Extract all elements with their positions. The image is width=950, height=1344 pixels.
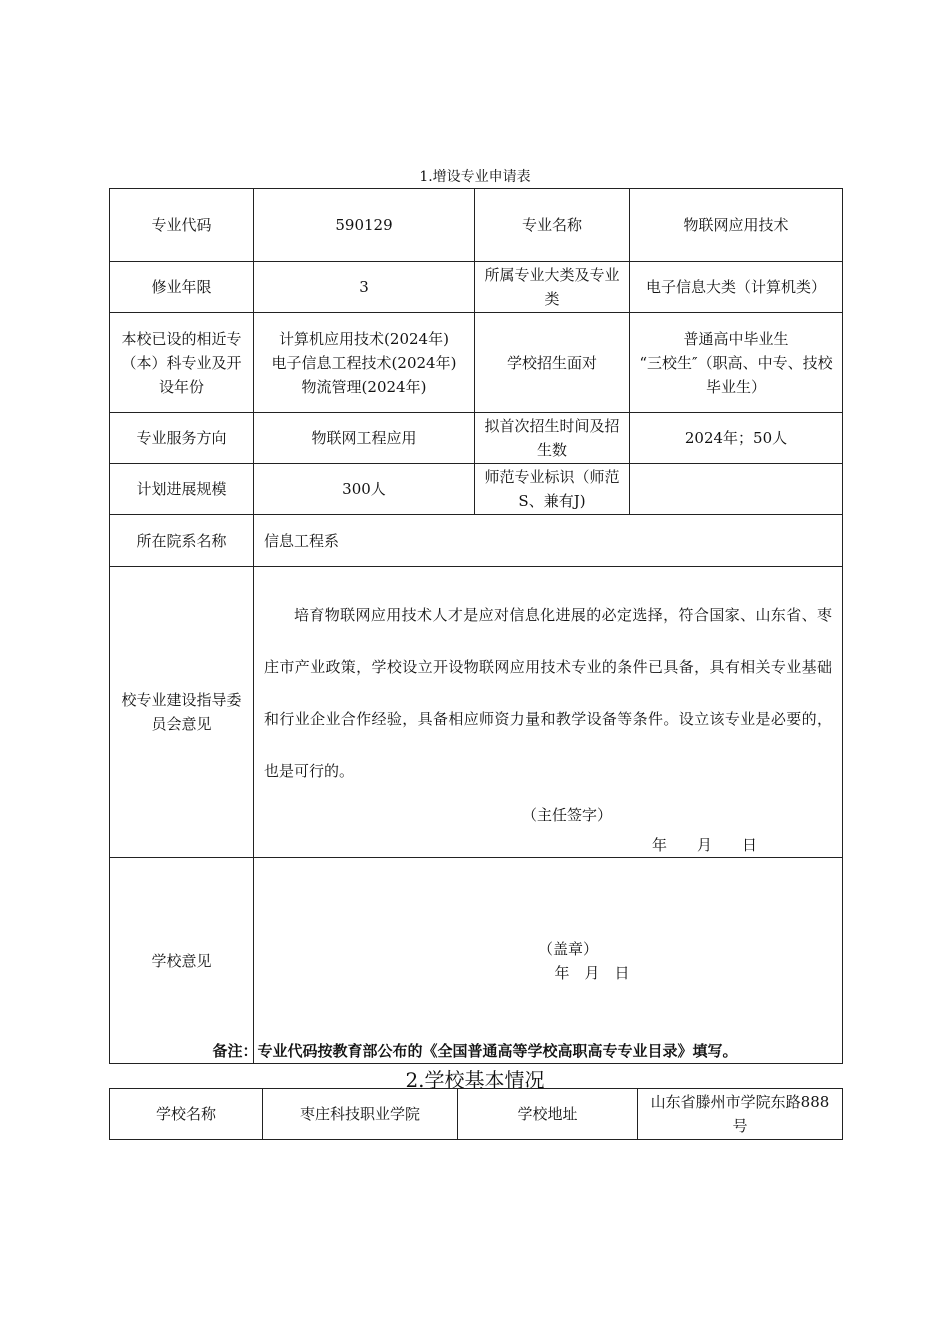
director-signature-label: （主任签字） (522, 806, 613, 824)
existing-major-3: 物流管理(2024年) (301, 377, 427, 396)
label-enrollment-target: 学校招生面对 (475, 313, 630, 413)
school-date: 年 月 日 (554, 963, 630, 982)
school-address: 山东省滕州市学院东路888号 (638, 1089, 843, 1140)
service-direction: 物联网工程应用 (254, 413, 475, 464)
enrollment-target (630, 313, 843, 413)
major-name: 物联网应用技术 (630, 189, 843, 262)
study-years: 3 (254, 262, 475, 313)
label-existing-majors: 本校已设的相近专（本）科专业及开设年份 (110, 313, 254, 413)
label-school-name: 学校名称 (110, 1089, 263, 1140)
existing-majors (254, 313, 475, 413)
table1-caption: 1.增设专业申请表 (419, 169, 531, 185)
label-school-opinion: 学校意见 (110, 858, 254, 1064)
label-major-name: 专业名称 (475, 189, 630, 262)
school-info-table (109, 1088, 843, 1140)
label-study-years: 修业年限 (110, 262, 254, 313)
enrollment-target-1: 普通高中毕业生 (683, 329, 789, 348)
row-school-opinion (110, 858, 843, 1064)
row-code (110, 189, 843, 262)
label-major-code: 专业代码 (110, 189, 254, 262)
label-committee-opinion: 校专业建设指导委员会意见 (110, 567, 254, 858)
application-table (109, 188, 843, 1064)
school-name: 枣庄科技职业学院 (263, 1089, 458, 1140)
first-enrollment: 2024年；50人 (630, 413, 843, 464)
department: 信息工程系 (254, 515, 843, 567)
committee-opinion-text: 培育物联网应用技术人才是应对信息化进展的必定选择，符合国家、山东省、枣庄市产业政策，学校设立开设物联网应用技术专业的条件已具备，具有相关专业基础和行业企业合作经验，具备相应师资力量和教学设备等条件。设立该专业是必要的，也是可行的。 (264, 606, 832, 780)
label-first-enrollment: 拟首次招生时间及招生数 (475, 413, 630, 464)
footnote: 备注：专业代码按教育部公布的《全国普通高等学校高职高专专业目录》填写。 (212, 1042, 738, 1060)
label-service-direction: 专业服务方向 (110, 413, 254, 464)
existing-major-1: 计算机应用技术(2024年) (279, 329, 449, 348)
committee-date: 年 月 日 (652, 836, 758, 854)
school-opinion-cell (254, 858, 843, 1064)
label-normal-mark: 师范专业标识（师范S、兼有J) (475, 464, 630, 515)
label-school-address: 学校地址 (458, 1089, 638, 1140)
table2-caption: 2.学校基本情况 (405, 1068, 545, 1092)
seal-label: （盖章） (537, 939, 598, 958)
row-existing (110, 313, 843, 413)
major-code: 590129 (254, 189, 475, 262)
planned-scale: 300人 (254, 464, 475, 515)
label-category: 所属专业大类及专业类 (475, 262, 630, 313)
row-scale (110, 464, 843, 515)
row-direction (110, 413, 843, 464)
committee-opinion-cell (254, 567, 843, 858)
row-committee (110, 567, 843, 858)
label-department: 所在院系名称 (110, 515, 254, 567)
normal-mark (630, 464, 843, 515)
row-department (110, 515, 843, 567)
existing-major-2: 电子信息工程技术(2024年) (271, 353, 457, 372)
enrollment-target-2: “三校生″（职高、中专、技校毕业生） (639, 353, 833, 396)
row-school-info (110, 1089, 843, 1140)
label-planned-scale: 计划进展规模 (110, 464, 254, 515)
category: 电子信息大类（计算机类） (630, 262, 843, 313)
row-years (110, 262, 843, 313)
